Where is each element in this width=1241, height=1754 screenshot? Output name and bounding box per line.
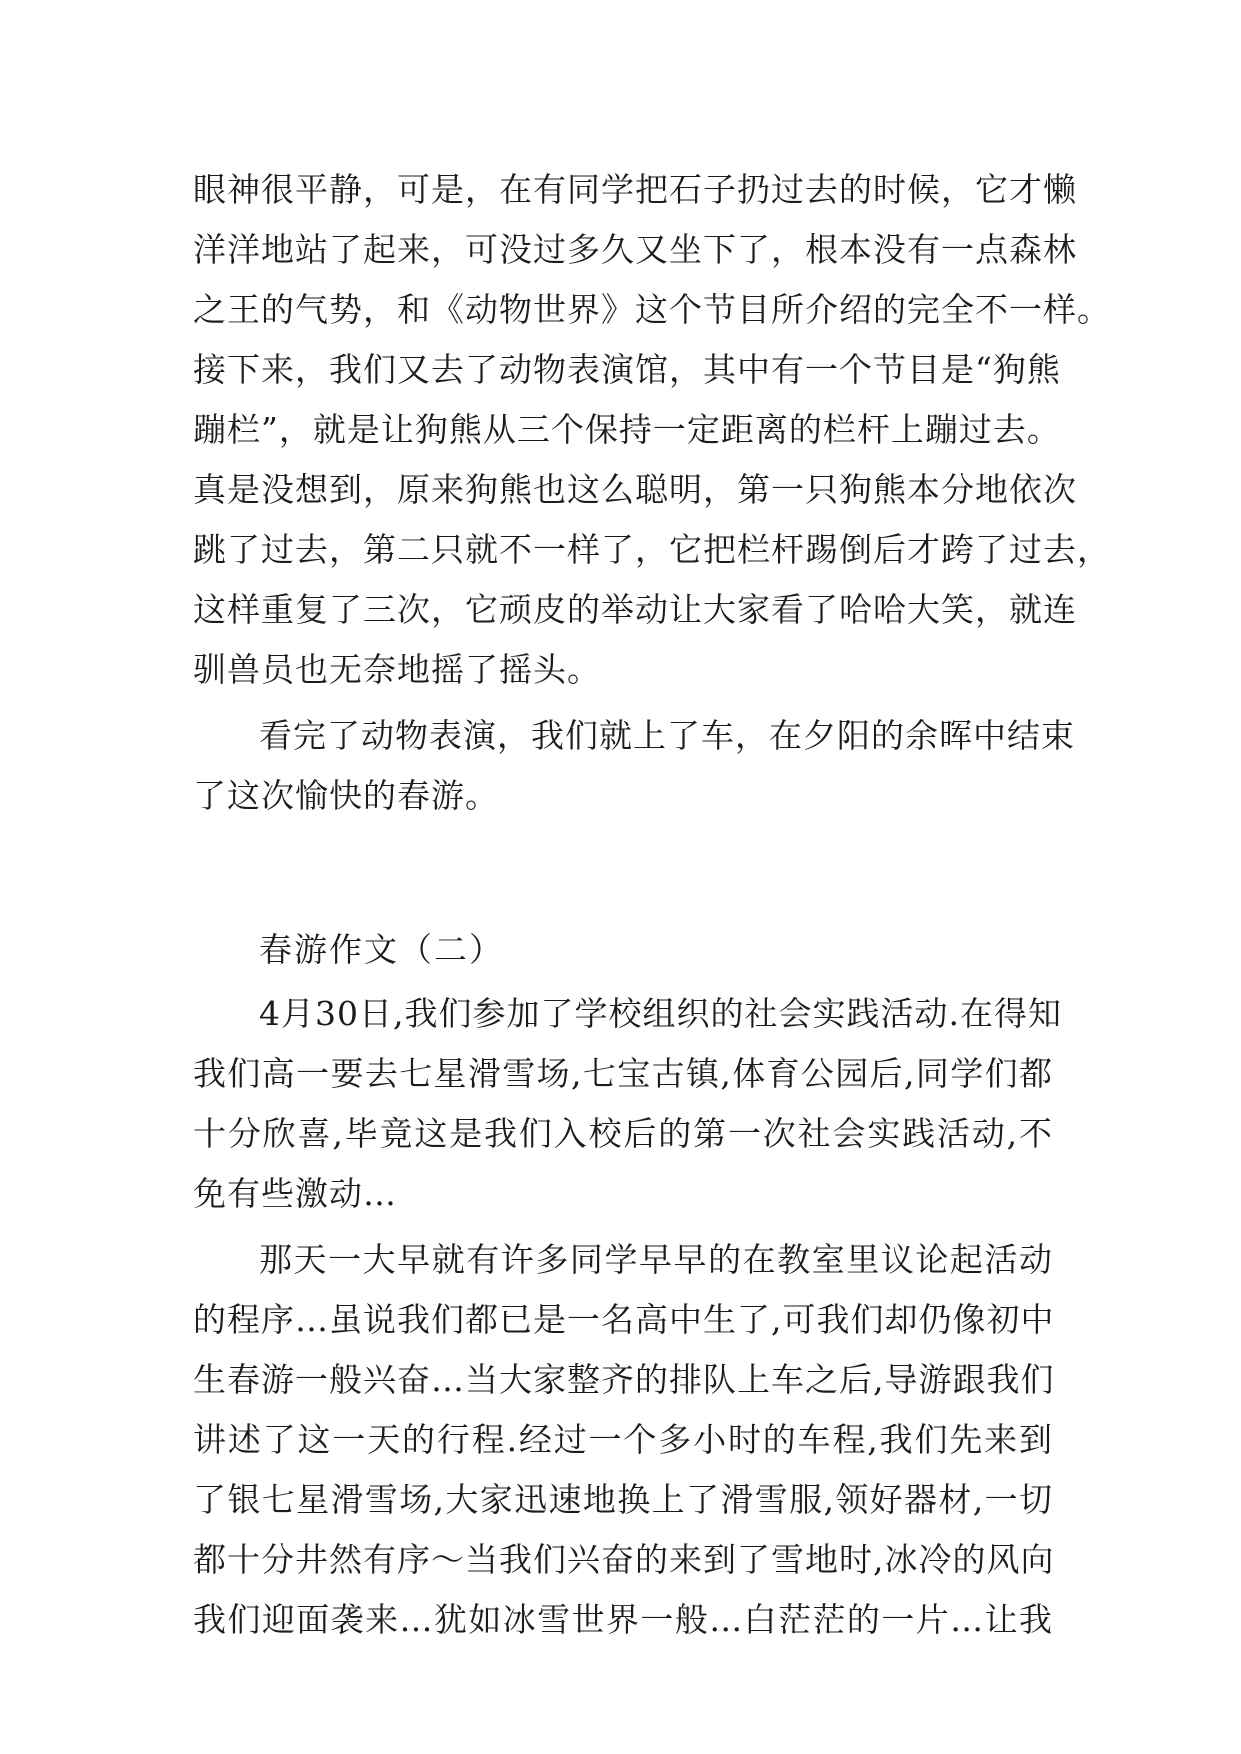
- text-line: 蹦栏”，就是让狗熊从三个保持一定距离的栏杆上蹦过去。: [193, 410, 1061, 449]
- text-line: 免有些激动…: [193, 1174, 397, 1213]
- text-line: 驯兽员也无奈地摇了摇头。: [193, 650, 601, 689]
- text-line: 4月30日,我们参加了学校组织的社会实践活动.在得知: [259, 994, 1062, 1033]
- text-line: 我们高一要去七星滑雪场,七宝古镇,体育公园后,同学们都: [193, 1054, 1053, 1093]
- text-line: 讲述了这一天的行程.经过一个多小时的车程,我们先来到: [193, 1420, 1053, 1459]
- text-line: 这样重复了三次，它顽皮的举动让大家看了哈哈大笑，就连: [193, 590, 1077, 629]
- text-line: 的程序…虽说我们都已是一名高中生了,可我们却仍像初中: [193, 1300, 1055, 1339]
- text-line: 了这次愉快的春游。: [193, 776, 499, 815]
- text-line: 都十分井然有序～当我们兴奋的来到了雪地时,冰冷的风向: [193, 1540, 1055, 1579]
- text-line: 看完了动物表演，我们就上了车，在夕阳的余晖中结束: [259, 716, 1075, 755]
- section-title: 春游作文（二）: [259, 930, 504, 969]
- text-line: 接下来，我们又去了动物表演馆，其中有一个节目是“狗熊: [193, 350, 1061, 389]
- text-line: 我们迎面袭来…犹如冰雪世界一般…白茫茫的一片…让我: [193, 1600, 1054, 1639]
- text-line: 跳了过去，第二只就不一样了，它把栏杆踢倒后才跨了过去，: [193, 530, 1111, 569]
- text-line: 洋洋地站了起来，可没过多久又坐下了，根本没有一点森林: [193, 230, 1077, 269]
- text-line: 真是没想到，原来狗熊也这么聪明，第一只狗熊本分地依次: [193, 470, 1077, 509]
- text-line: 生春游一般兴奋…当大家整齐的排队上车之后,导游跟我们: [193, 1360, 1055, 1399]
- text-line: 那天一大早就有许多同学早早的在教室里议论起活动: [259, 1240, 1053, 1279]
- text-line: 了银七星滑雪场,大家迅速地换上了滑雪服,领好器材,一切: [193, 1480, 1053, 1519]
- text-line: 十分欣喜,毕竟这是我们入校后的第一次社会实践活动,不: [193, 1114, 1053, 1153]
- text-line: 之王的气势，和《动物世界》这个节目所介绍的完全不一样。: [193, 290, 1111, 329]
- text-line: 眼神很平静，可是，在有同学把石子扔过去的时候，它才懒: [193, 170, 1077, 209]
